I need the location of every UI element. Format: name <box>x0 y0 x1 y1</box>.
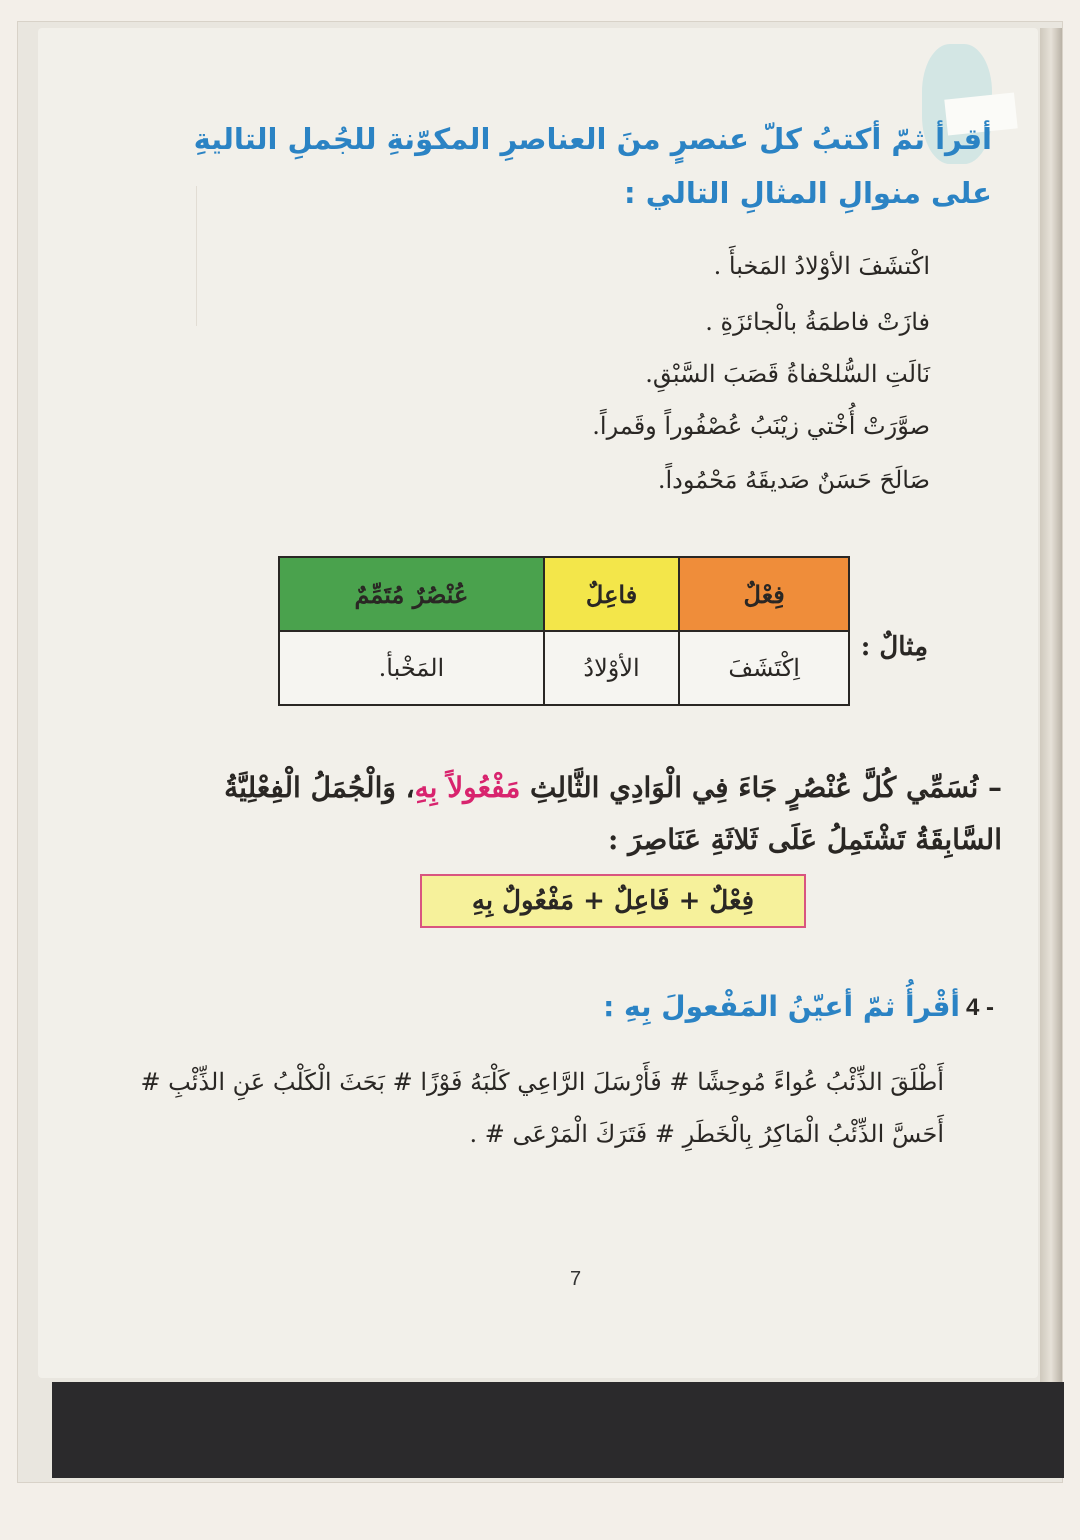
book-spine-edge <box>1040 28 1062 1468</box>
header-subject: فاعِلٌ <box>544 557 679 631</box>
cell-verb: اِكْتَشَفَ <box>679 631 849 705</box>
table-row <box>279 631 849 705</box>
exercise-title: أقْرأُ ثمّ أعيّنُ المَفْعولَ بِهِ : <box>603 990 960 1023</box>
sentence-4: صوَّرَتْ أُخْتي زيْنَبُ عُصْفُوراً وقَمراً. <box>592 412 930 440</box>
explanation-paragraph <box>132 762 1002 866</box>
explanation-after: ، وَالْجُمَلُ الْفِعْلِيَّةُ السَّابِقَةُ تَشْتَمِلُ عَلَى ثَلاثَةِ عَنَاصِرَ : <box>224 771 1002 856</box>
exercise-line-1: أَطْلَقَ الذِّئْبُ عُواءً مُوحِشًا # فَأَرْسَلَ الرَّاعِي كَلْبَهُ فَوْزًا # بَحَثَ الْكَلْبُ عَنِ الذِّئْبِ # <box>140 1068 944 1096</box>
cell-complement: المَخْبأ. <box>279 631 544 705</box>
exercise-line-2: أَحَسَّ الذِّئْبُ الْمَاكِرُ بِالْخَطَرِ # فَتَرَكَ الْمَرْعَى # . <box>469 1120 944 1148</box>
formula-box: فِعْلٌ + فَاعِلٌ + مَفْعُولٌ بِهِ <box>420 874 806 928</box>
header-verb: فِعْلٌ <box>679 557 849 631</box>
header-complement: عُنْصُرٌ مُتَمِّمٌ <box>279 557 544 631</box>
sentence-5: صَالَحَ حَسَنٌ صَديقَهُ مَحْمُوداً. <box>657 466 930 494</box>
dark-background-band <box>52 1382 1064 1478</box>
example-table <box>278 556 850 706</box>
instruction-title: أقرأ ثمّ أكتبُ كلّ عنصرٍ منَ العناصرِ المكوّنةِ للجُملِ التاليةِ على منوالِ المثالِ التالي : <box>193 122 992 210</box>
explanation-highlight: مَفْعُولاً بِهِ <box>414 771 521 804</box>
table-header-row <box>279 557 849 631</box>
exercise-number: 4 - <box>966 994 995 1021</box>
page-number: 7 <box>570 1268 582 1290</box>
sentence-2: فازَتْ فاطمَةُ بالْجائزَةِ . <box>705 308 930 336</box>
sentence-1: اكْتشَفَ الأوْلادُ المَخبأَ . <box>713 252 930 280</box>
cell-subject: الأوْلادُ <box>544 631 679 705</box>
explanation-before: – نُسَمِّي كُلَّ عُنْصُرٍ جَاءَ فِي الْوَادِي الثَّالِثِ <box>520 771 1002 804</box>
sentence-3: نَالَتِ السُّلحْفاةُ قَصَبَ السَّبْقِ. <box>645 360 930 388</box>
example-label: مِثالٌ : <box>860 632 928 662</box>
